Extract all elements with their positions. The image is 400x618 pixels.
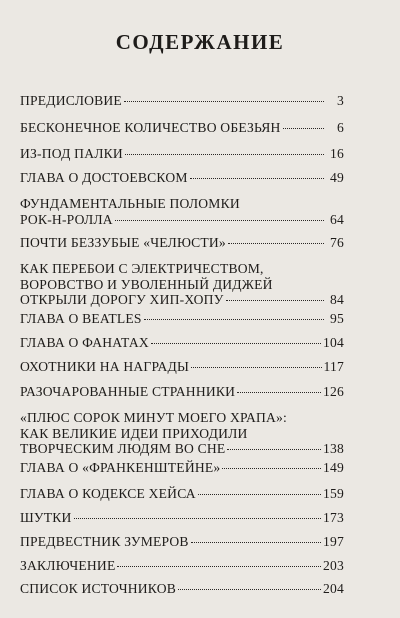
toc-entry <box>20 311 344 327</box>
toc-entry-last-line <box>20 359 344 375</box>
toc-page-number: 104 <box>323 335 344 350</box>
toc-entry-last-line <box>20 93 344 109</box>
toc-page-number: 16 <box>330 146 344 161</box>
toc-page-number: 159 <box>323 486 344 501</box>
dot-leader <box>190 178 324 179</box>
toc-entry-title-line: ОХОТНИКИ НА НАГРАДЫ <box>20 359 190 374</box>
toc-entry <box>20 335 344 351</box>
toc-page-number: 203 <box>323 558 344 573</box>
toc-entry-title-line: ГЛАВА О BEATLES <box>20 311 142 326</box>
toc-entry-title-line: ФУНДАМЕНТАЛЬНЫЕ ПОЛОМКИ <box>20 196 240 211</box>
dot-leader <box>117 566 321 567</box>
toc-entry <box>20 196 344 227</box>
toc-entry-title-line: КАК ПЕРЕБОИ С ЭЛЕКТРИЧЕСТВОМ, <box>20 261 264 276</box>
toc-entry-title-line: РАЗОЧАРОВАННЫЕ СТРАННИКИ <box>20 384 236 399</box>
toc-entry-last-line <box>20 335 344 351</box>
toc-entry-title-line: РОК-Н-РОЛЛА <box>20 211 113 227</box>
toc-entry-last-line <box>20 170 344 186</box>
dot-leader <box>227 449 321 450</box>
dot-leader <box>124 101 324 102</box>
dot-leader <box>144 319 324 320</box>
toc-entry-title-line: ГЛАВА О ДОСТОЕВСКОМ <box>20 170 188 185</box>
toc-entry <box>20 410 344 457</box>
dot-leader <box>74 518 321 519</box>
dot-leader <box>178 589 321 590</box>
toc-page-number: 173 <box>323 510 344 525</box>
toc-entry-title-line: ПРЕДИСЛОВИЕ <box>20 93 122 108</box>
toc-page-number: 84 <box>330 292 344 307</box>
toc-entry-title-line: ТВОРЧЕСКИМ ЛЮДЯМ ВО СНЕ <box>20 441 226 456</box>
toc-entry-title-line: СПИСОК ИСТОЧНИКОВ <box>20 581 177 596</box>
toc-entry <box>20 359 344 375</box>
toc-entry <box>20 534 344 550</box>
toc-entry <box>20 146 344 162</box>
toc-entry-last-line <box>20 292 344 308</box>
toc-entry-last-line <box>20 534 344 550</box>
toc-page-number: 64 <box>330 211 344 227</box>
toc-entry-title-line: ОТКРЫЛИ ДОРОГУ ХИП-ХОПУ <box>20 292 224 307</box>
toc-entry-last-line <box>20 460 344 476</box>
toc-entry-last-line <box>20 558 344 574</box>
dot-leader <box>151 343 321 344</box>
toc-entry-title-line: ГЛАВА О ФАНАТАХ <box>20 335 149 350</box>
toc-entry-title-line: ГЛАВА О КОДЕКСЕ ХЕЙСА <box>20 486 196 501</box>
toc-page-number: 126 <box>323 384 344 399</box>
toc-entry-title-line: ПРЕДВЕСТНИК ЗУМЕРОВ <box>20 534 189 549</box>
toc-entry <box>20 261 344 308</box>
toc-entry-last-line <box>20 235 344 251</box>
toc-page-number: 76 <box>330 235 344 250</box>
toc-page-number: 3 <box>337 93 344 108</box>
toc-entry-title-line: ИЗ-ПОД ПАЛКИ <box>20 146 123 161</box>
toc-page-number: 204 <box>323 581 344 596</box>
dot-leader <box>283 128 324 129</box>
toc-entry <box>20 510 344 526</box>
toc-page-number: 138 <box>323 441 344 456</box>
toc-entry-title-line: ПОЧТИ БЕЗЗУБЫЕ «ЧЕЛЮСТИ» <box>20 235 226 250</box>
toc-entry-title-line: «ПЛЮС СОРОК МИНУТ МОЕГО ХРАПА»: <box>20 410 288 425</box>
dot-leader <box>115 220 324 221</box>
toc-entry-last-line <box>20 212 344 228</box>
toc-entry <box>20 558 344 574</box>
toc-page-number: 6 <box>337 120 344 135</box>
toc-page-number: 197 <box>323 534 344 549</box>
dot-leader <box>191 367 321 368</box>
toc-entry-title-line: ШУТКИ <box>20 510 72 525</box>
toc-entry-last-line <box>20 120 344 136</box>
toc-entry-title-line: БЕСКОНЕЧНОЕ КОЛИЧЕСТВО ОБЕЗЬЯН <box>20 120 281 135</box>
dot-leader <box>228 243 324 244</box>
toc-page-number: 49 <box>330 170 344 185</box>
dot-leader <box>125 154 324 155</box>
toc-entry-last-line <box>20 384 344 400</box>
page-title: СОДЕРЖАНИЕ <box>115 30 285 54</box>
toc-entry-title-line: ГЛАВА О «ФРАНКЕНШТЕЙНЕ» <box>20 460 221 475</box>
toc-entry-title-line: ЗАКЛЮЧЕНИЕ <box>20 558 116 573</box>
toc-entry <box>20 384 344 400</box>
toc-entry-title-line: ВОРОВСТВО И УВОЛЕННЫЙ ДИДЖЕЙ <box>20 276 273 292</box>
dot-leader <box>222 468 321 469</box>
toc-entry <box>20 581 344 597</box>
toc-entry <box>20 486 344 502</box>
toc-entry-last-line <box>20 486 344 502</box>
toc-entry-last-line <box>20 581 344 597</box>
toc-page-number: 149 <box>323 460 344 475</box>
toc-entry <box>20 235 344 251</box>
toc-entry-last-line <box>20 311 344 327</box>
dot-leader <box>198 494 321 495</box>
toc-entry <box>20 170 344 186</box>
toc-entry <box>20 120 344 136</box>
dot-leader <box>226 300 324 301</box>
toc-page-number: 117 <box>323 359 344 374</box>
toc-entry-last-line <box>20 510 344 526</box>
toc-page-number: 95 <box>330 311 344 326</box>
toc-entry <box>20 460 344 476</box>
toc-entry-last-line <box>20 441 344 457</box>
dot-leader <box>237 392 321 393</box>
toc-entry-last-line <box>20 146 344 162</box>
dot-leader <box>191 542 321 543</box>
toc-entry-title-line: КАК ВЕЛИКИЕ ИДЕИ ПРИХОДИЛИ <box>20 425 248 441</box>
toc-entry <box>20 93 344 109</box>
